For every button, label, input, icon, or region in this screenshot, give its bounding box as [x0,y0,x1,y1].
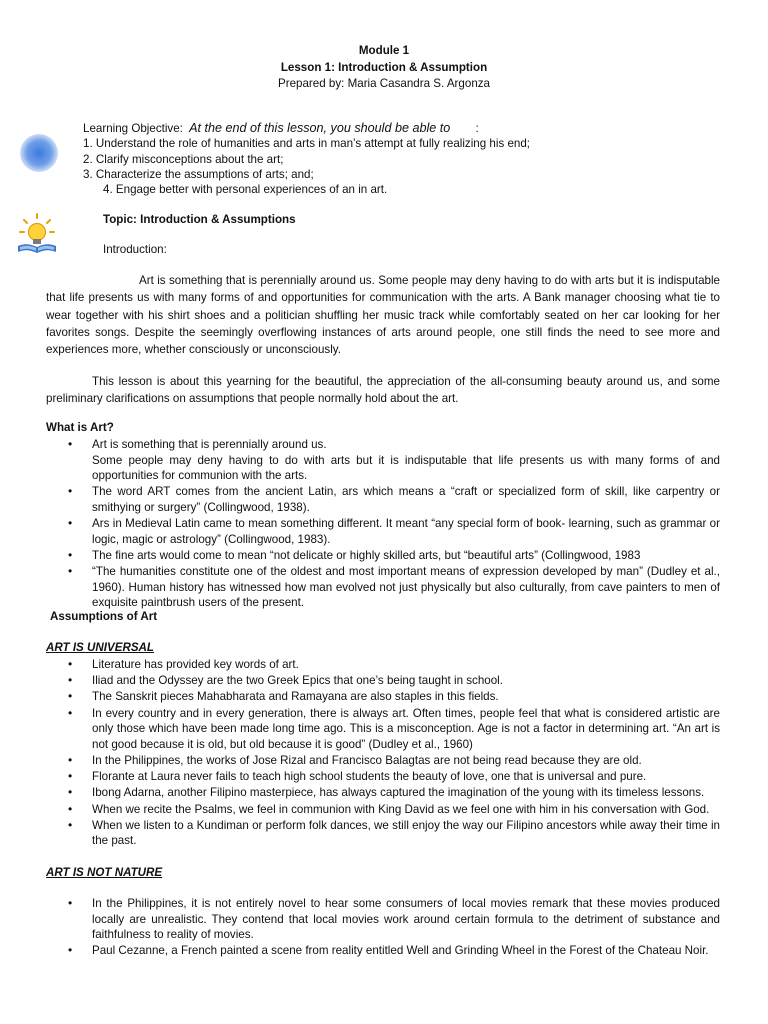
list-item: • Art is something that is perennially around us. Some people may deny having to do with arts but it is indisputable that life presents us with many forms of and opportunities for communion with the arts. [46,437,720,484]
art-not-nature-heading: ART IS NOT NATURE [46,866,163,879]
intro-paragraph-2: This lesson is about this yearning for the beautiful, the appreciation of the all-consuming beauty around us, and some preliminary clarifications on assumptions that people normally hold about the art. [46,375,720,406]
list-item: • Ars in Medieval Latin came to mean something different. It meant “any special form of book- learning, such as grammar or logic, magic or astrology” (Collingwood, 1983). [46,516,720,547]
list-item: • In the Philippines, it is not entirely novel to hear some consumers of local movies remark that these movies produced locally are unrealistic. They contend that local movies work around certain formula to the detriment of substance and faithfulness to reality of movies. [46,896,720,943]
list-item: • Ibong Adarna, another Filipino masterpiece, has always captured the imagination of the young with its timeless lessons. [46,785,720,801]
list-item: • In the Philippines, the works of Jose Rizal and Francisco Balagtas are not being read because they are old. [46,753,720,769]
what-is-art-list [46,437,720,612]
topic-heading: Topic: Introduction & Assumptions [103,213,296,226]
list-item: • The Sanskrit pieces Mahabharata and Ramayana are also staples in this fields. [46,689,720,705]
blue-circle-icon [20,134,58,172]
list-item: • Iliad and the Odyssey are the two Greek Epics that one’s being taught in school. [46,673,720,689]
objective-colon: : [475,122,479,135]
assumptions-heading: Assumptions of Art [50,610,158,623]
objective-item: 4. Engage better with personal experiences of an in art. [103,183,388,197]
objective-item: 1. Understand the role of humanities and arts in man’s attempt at fully realizing his end; [83,137,531,151]
art-universal-heading: ART IS UNIVERSAL [46,641,155,654]
intro-paragraph-1: Art is something that is perennially around us. Some people may deny having to do with arts but it is indisputable that life presents us with many forms of and opportunities for communication with the arts. A Bank manager choosing what tie to wear together with his shirt shoes and a politician shuffling her music track while comfortably seated on her car looking for her favorites songs. Despite the seemingly overflowing instances of arts around people, one still finds the need to see more and experiences more, whether consciously or unconsciously. [46,274,720,357]
list-item: • Florante at Laura never fails to teach high school students the beauty of love, one that is universal and pure. [46,769,720,785]
list-item: • When we listen to a Kundiman or perform folk dances, we still enjoy the way our Filipino ancestors while away their time in the past. [46,818,720,849]
list-item: • When we recite the Psalms, we feel in communion with King David as we feel one with him in his conversation with God. [46,802,720,818]
objective-item: 3. Characterize the assumptions of arts; and; [83,167,314,181]
objective-lead-line [83,121,723,136]
what-is-art-heading: What is Art? [46,421,114,434]
learning-objectives [83,121,723,197]
art-not-nature-list [46,896,720,960]
prepared-by: Prepared by: Maria Casandra S. Argonza [277,77,491,90]
module-title: Module 1 [358,44,410,57]
lesson-title: Lesson 1: Introduction & Assumption [280,61,488,74]
art-universal-list [46,657,720,849]
objective-lead: At the end of this lesson, you should be able to [189,121,451,135]
list-item: • Paul Cezanne, a French painted a scene from reality entitled Well and Grinding Wheel in the Forest of the Chateau Noir. [46,943,720,959]
list-item: • In every country and in every generation, there is always art. Often times, people feel that what is considered artistic are only those which have been made long time ago. This is a misconception. Age is not a factor in determining art. “An art is not good because it is old, but old because it is good” (Dudley et al., 1960) [46,706,720,753]
list-item: • The fine arts would come to mean “not delicate or highly skilled arts, but “beautiful arts” (Collingwood, 1983 [46,548,720,564]
list-item: • Literature has provided key words of art. [46,657,720,673]
objective-item: 2. Clarify misconceptions about the art; [83,152,284,166]
list-item: • “The humanities constitute one of the oldest and most important means of expression developed by man” (Dudley et al., 1960). Human history has witnessed how man evolved not just physically but also culturally, from cave painters to men of exquisite paintbrush users of the present. [46,564,720,611]
list-item-continuation: Some people may deny having to do with arts but it is indisputable that life presents us with many forms of and opportunities for communion with the arts. [92,453,720,483]
list-item: • The word ART comes from the ancient Latin, ars which means a “craft or specialized form of skill, like carpentry or smithying or surgery” (Collingwood, 1938). [46,484,720,515]
introduction-label: Introduction: [103,243,167,256]
lightbulb-book-icon [16,212,58,256]
objective-label: Learning Objective: [83,122,183,135]
